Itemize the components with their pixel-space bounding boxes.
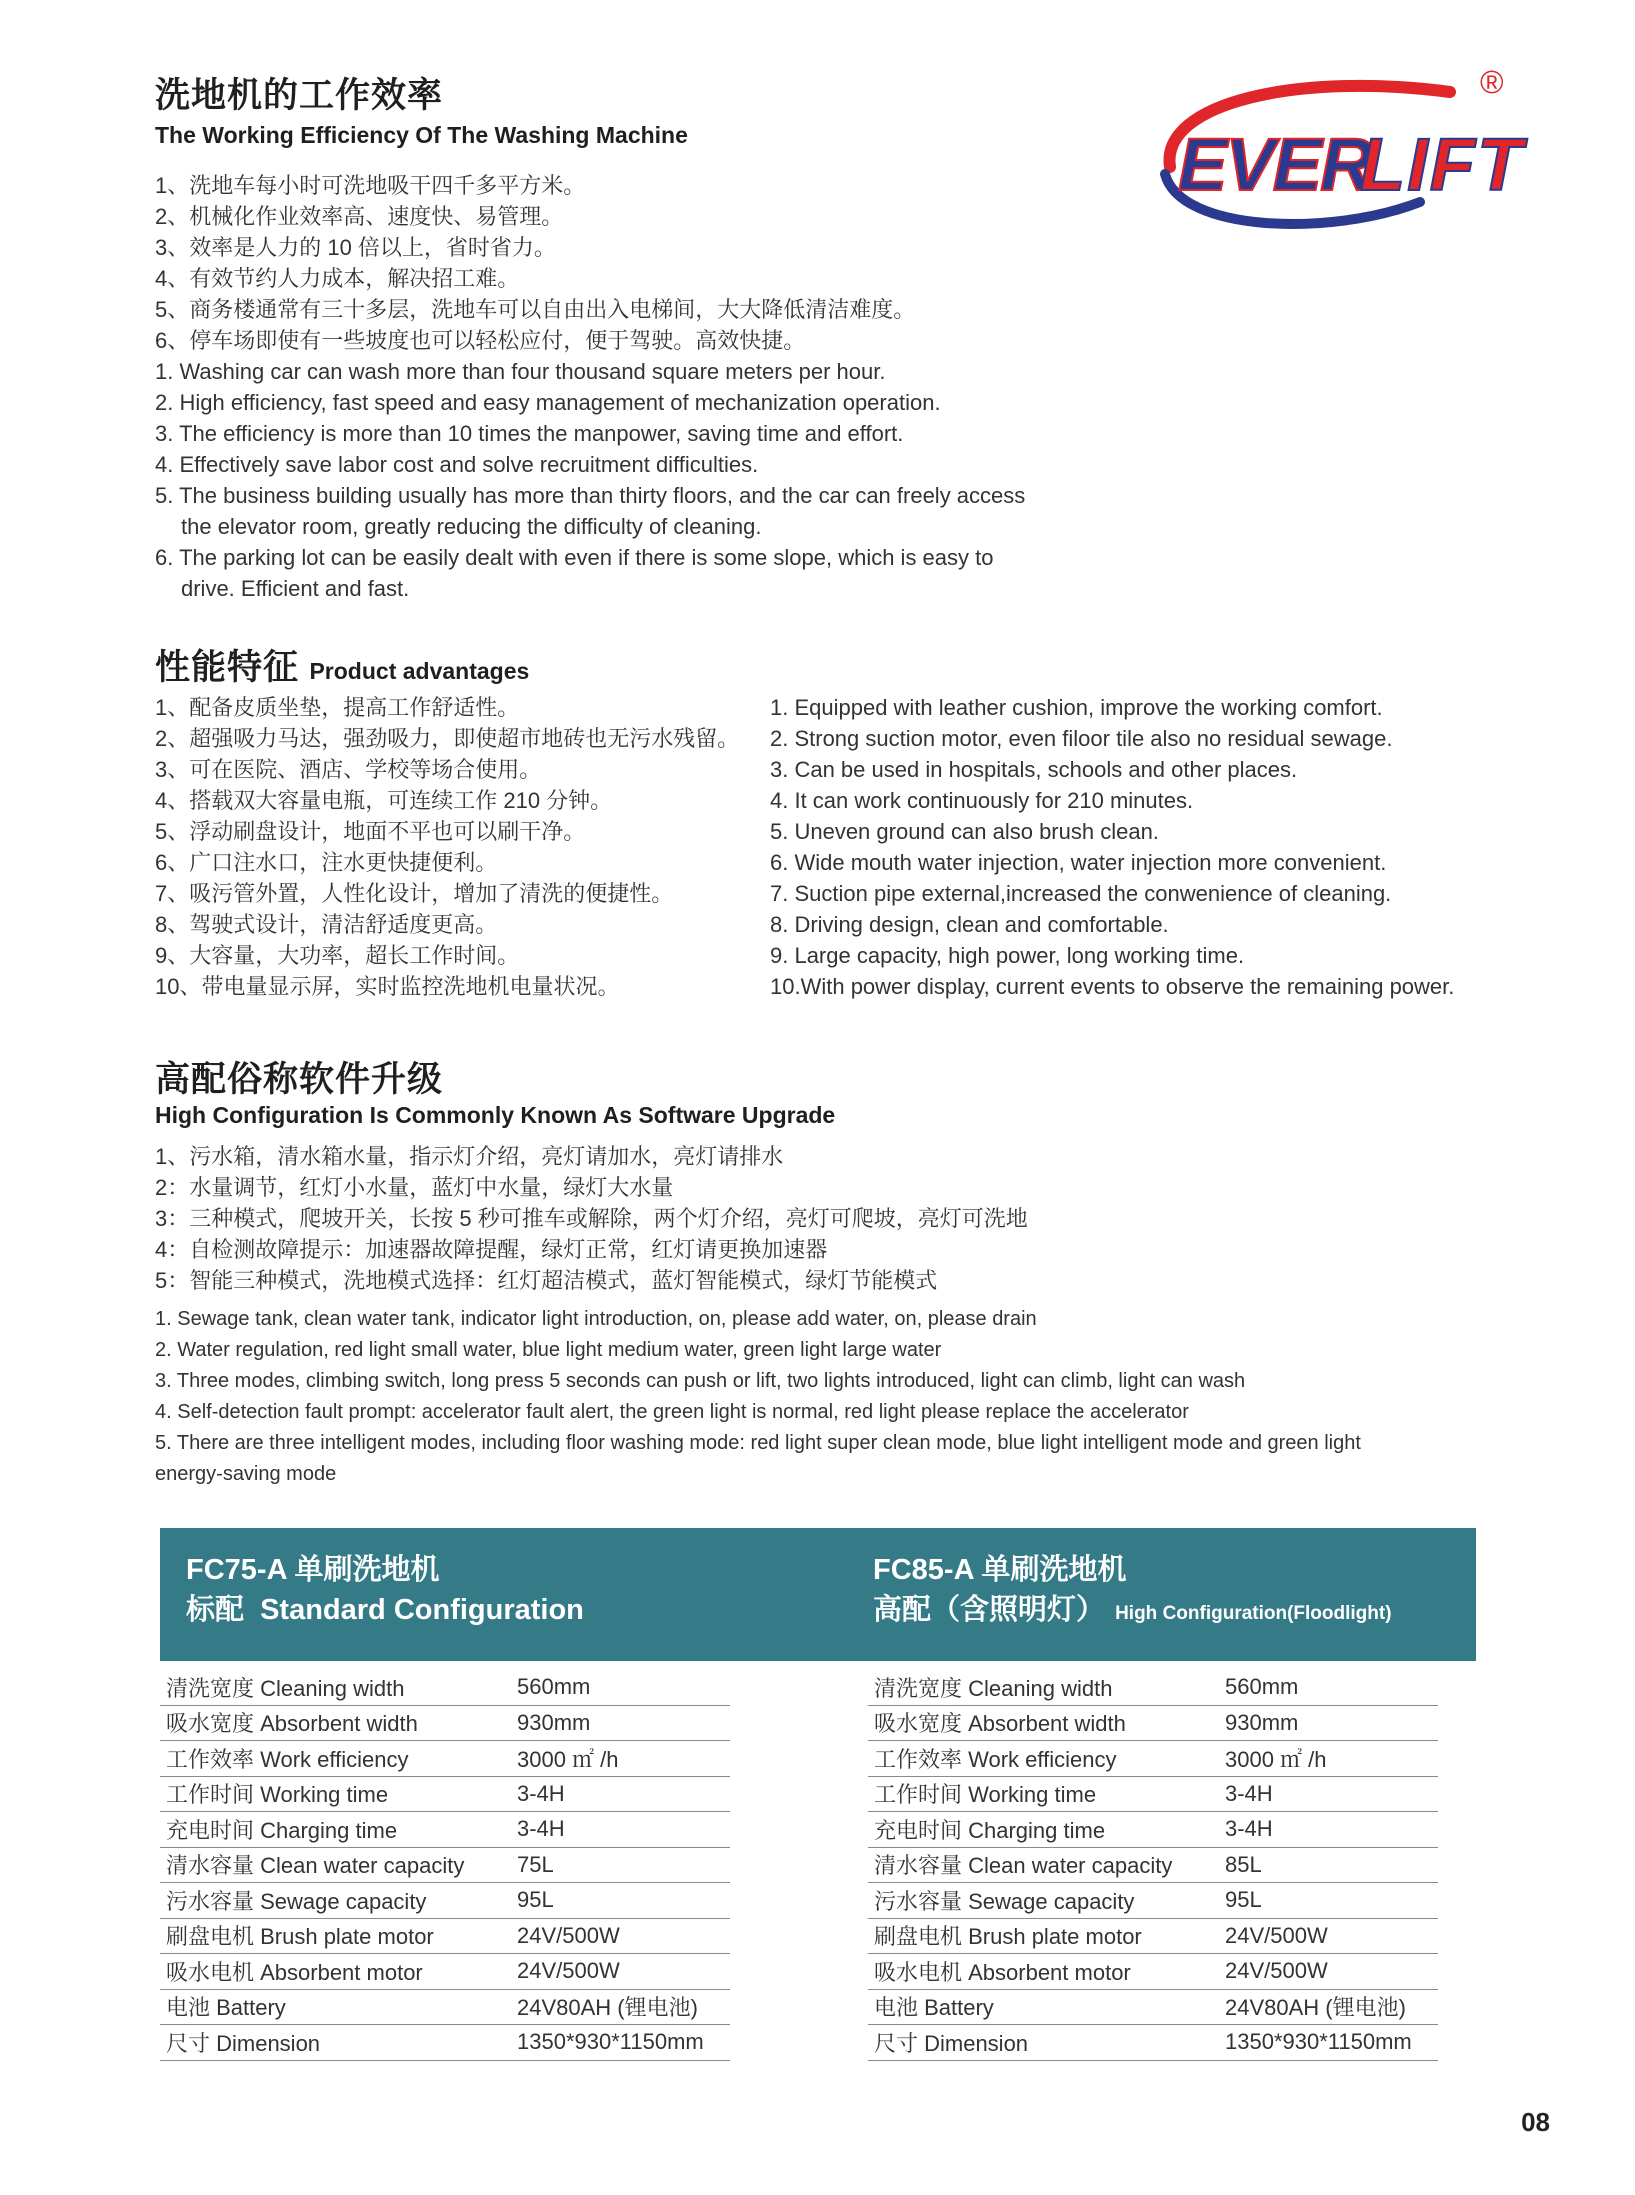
list-item: 1. Washing car can wash more than four thousand square meters per hour. (155, 359, 886, 384)
list-item: drive. Efficient and fast. (181, 576, 410, 601)
spec-value: 95L (1219, 1883, 1438, 1919)
section1-title-en: The Working Efficiency Of The Washing Machine (155, 122, 688, 148)
table-row (160, 1741, 730, 1777)
list-item: 6. Wide mouth water injection, water injection more convenient. (770, 850, 1387, 875)
list-item: 4. It can work continuously for 210 minutes. (770, 788, 1194, 813)
table-row (868, 1883, 1438, 1919)
list-item: 9. Large capacity, high power, long working time. (770, 943, 1245, 968)
table-row (160, 1989, 730, 2025)
section2-list-cn (155, 692, 739, 1002)
list-item: 6. The parking lot can be easily dealt with even if there is some slope, which is easy to (155, 545, 994, 570)
spec-value: 930mm (1219, 1705, 1438, 1741)
spec-label: 污水容量 Sewage capacity (868, 1883, 1219, 1919)
spec-value: 3-4H (511, 1776, 730, 1812)
list-item: 5. Uneven ground can also brush clean. (770, 819, 1159, 844)
section3-title-cn: 高配俗称软件升级 (155, 1060, 444, 1099)
everlift-logo (1150, 62, 1530, 242)
list-item: 7、吸污管外置，人性化设计，增加了清洗的便捷性。 (155, 881, 674, 906)
banner-left (186, 1550, 584, 1630)
table-row (868, 1954, 1438, 1990)
table-row (160, 1670, 730, 1705)
list-item: 3. The efficiency is more than 10 times the manpower, saving time and effort. (155, 421, 904, 446)
section1-title-cn: 洗地机的工作效率 (155, 76, 444, 115)
spec-label: 清水容量 Clean water capacity (868, 1847, 1219, 1883)
spec-label: 工作效率 Work efficiency (160, 1741, 511, 1777)
list-item: 10、带电量显示屏，实时监控洗地机电量状况。 (155, 974, 620, 999)
spec-value: 24V/500W (511, 1918, 730, 1954)
list-item: 1、配备皮质坐垫，提高工作舒适性。 (155, 695, 520, 720)
spec-label: 尺寸 Dimension (160, 2025, 511, 2061)
list-item: 1. Sewage tank, clean water tank, indicator light introduction, on, please add water, on, please drain (155, 1308, 1037, 1330)
spec-value: 24V80AH (锂电池) (1219, 1989, 1438, 2025)
table-row (868, 1705, 1438, 1741)
list-item: 3：三种模式，爬坡开关，长按 5 秒可推车或解除，两个灯介绍，亮灯可爬坡，亮灯可洗地 (155, 1206, 1028, 1231)
section2-title-en: Product advantages (309, 658, 530, 684)
list-item: 3、效率是人力的 10 倍以上，省时省力。 (155, 235, 556, 260)
spec-label: 电池 Battery (868, 1989, 1219, 2025)
list-item: 2. Water regulation, red light small water, blue light medium water, green light large water (155, 1339, 942, 1361)
list-item: 3. Three modes, climbing switch, long press 5 seconds can push or lift, two lights introduced, light can climb, light can wash (155, 1370, 1246, 1392)
high-config-label (873, 1590, 1392, 1634)
spec-label: 工作效率 Work efficiency (868, 1741, 1219, 1777)
logo-mark-icon (1150, 62, 1530, 242)
spec-label: 吸水电机 Absorbent motor (160, 1954, 511, 1990)
spec-label: 吸水宽度 Absorbent width (160, 1705, 511, 1741)
spec-label: 刷盘电机 Brush plate motor (868, 1918, 1219, 1954)
section3-title-en: High Configuration Is Commonly Known As Software Upgrade (155, 1102, 836, 1128)
spec-value: 24V80AH (锂电池) (511, 1989, 730, 2025)
table-row (868, 1741, 1438, 1777)
spec-value: 3-4H (1219, 1812, 1438, 1848)
spec-label: 工作时间 Working time (160, 1776, 511, 1812)
spec-label: 吸水宽度 Absorbent width (868, 1705, 1219, 1741)
table-row (868, 2025, 1438, 2061)
table-row (160, 1812, 730, 1848)
table-row (868, 1776, 1438, 1812)
section2-list-en (770, 692, 1454, 1002)
section2-title-cn: 性能特征 (155, 648, 300, 687)
section1-list (155, 170, 1025, 604)
model-fc75-title: FC75-A 单刷洗地机 (186, 1554, 440, 1586)
spec-value: 930mm (511, 1705, 730, 1741)
spec-label: 电池 Battery (160, 1989, 511, 2025)
table-row (160, 1776, 730, 1812)
list-item: 5、浮动刷盘设计，地面不平也可以刷干净。 (155, 819, 586, 844)
spec-value: 24V/500W (1219, 1954, 1438, 1990)
list-item: 4、搭载双大容量电瓶，可连续工作 210 分钟。 (155, 788, 613, 813)
spec-value: 3000 ㎡ /h (511, 1741, 730, 1777)
table-row (868, 1670, 1438, 1705)
spec-label: 尺寸 Dimension (868, 2025, 1219, 2061)
list-item: 4：自检测故障提示：加速器故障提醒，绿灯正常，红灯请更换加速器 (155, 1237, 828, 1262)
list-item: 1、污水箱，清水箱水量，指示灯介绍，亮灯请加水，亮灯请排水 (155, 1144, 784, 1169)
table-row (160, 1705, 730, 1741)
spec-value: 1350*930*1150mm (1219, 2025, 1438, 2061)
list-item: 1. Equipped with leather cushion, improve the working comfort. (770, 695, 1383, 720)
section3-list-cn (155, 1141, 1028, 1296)
spec-value: 24V/500W (1219, 1918, 1438, 1954)
spec-value: 560mm (1219, 1670, 1438, 1705)
svg-text:EVER: EVER (1178, 123, 1372, 206)
standard-config-label (186, 1590, 584, 1630)
spec-value: 95L (511, 1883, 730, 1919)
list-item: 9、大容量，大功率，超长工作时间。 (155, 943, 520, 968)
config-en: High Configuration(Floodlight) (1115, 1603, 1392, 1624)
list-item: 5、商务楼通常有三十多层，洗地车可以自由出入电梯间，大大降低清洁难度。 (155, 297, 916, 322)
section3-list-en (155, 1304, 1361, 1490)
banner-right (873, 1550, 1392, 1634)
list-item: the elevator room, greatly reducing the difficulty of cleaning. (181, 514, 762, 539)
spec-value: 3000 ㎡ /h (1219, 1741, 1438, 1777)
table-row (160, 2025, 730, 2061)
table-row (160, 1918, 730, 1954)
list-item: 2、超强吸力马达，强劲吸力，即使超市地砖也无污水残留。 (155, 726, 740, 751)
spec-value: 75L (511, 1847, 730, 1883)
list-item: 3. Can be used in hospitals, schools and other places. (770, 757, 1298, 782)
list-item: 2、机械化作业效率高、速度快、易管理。 (155, 204, 564, 229)
list-item: 2. Strong suction motor, even filoor tile also no residual sewage. (770, 726, 1393, 751)
spec-value: 3-4H (511, 1812, 730, 1848)
spec-label: 吸水电机 Absorbent motor (868, 1954, 1219, 1990)
spec-label: 污水容量 Sewage capacity (160, 1883, 511, 1919)
list-item: 6、广口注水口，注水更快捷便利。 (155, 850, 498, 875)
list-item: energy-saving mode (155, 1463, 337, 1485)
list-item: 4. Self-detection fault prompt: accelerator fault alert, the green light is normal, red light please replace the accelerator (155, 1401, 1189, 1423)
config-en: Standard Configuration (260, 1594, 584, 1626)
page-number: 08 (1521, 2107, 1550, 2137)
table-row (160, 1883, 730, 1919)
table-row (160, 1847, 730, 1883)
list-item: 3、可在医院、酒店、学校等场合使用。 (155, 757, 542, 782)
list-item: 2：水量调节，红灯小水量，蓝灯中水量，绿灯大水量 (155, 1175, 674, 1200)
list-item: 5. There are three intelligent modes, including floor washing mode: red light super clean mode, blue light intelligent mode and green light (155, 1432, 1361, 1454)
list-item: 5. The business building usually has more than thirty floors, and the car can freely access (155, 483, 1026, 508)
list-item: 4、有效节约人力成本，解决招工难。 (155, 266, 520, 291)
list-item: 5：智能三种模式，洗地模式选择：红灯超洁模式，蓝灯智能模式，绿灯节能模式 (155, 1268, 938, 1293)
list-item: 6、停车场即使有一些坡度也可以轻松应付，便于驾驶。高效快捷。 (155, 328, 806, 353)
section2-title (155, 640, 529, 690)
spec-value: 560mm (511, 1670, 730, 1705)
table-row (868, 1989, 1438, 2025)
table-row (868, 1847, 1438, 1883)
table-row (868, 1918, 1438, 1954)
spec-value: 1350*930*1150mm (511, 2025, 730, 2061)
spec-label: 清洗宽度 Cleaning width (868, 1670, 1219, 1705)
list-item: 1、洗地车每小时可洗地吸干四千多平方米。 (155, 173, 586, 198)
spec-label: 充电时间 Charging time (160, 1812, 511, 1848)
spec-label: 充电时间 Charging time (868, 1812, 1219, 1848)
list-item: 8、驾驶式设计，清洁舒适度更高。 (155, 912, 498, 937)
config-banner (160, 1528, 1476, 1661)
list-item: 4. Effectively save labor cost and solve recruitment difficulties. (155, 452, 759, 477)
spec-label: 清洗宽度 Cleaning width (160, 1670, 511, 1705)
list-item: 10.With power display, current events to observe the remaining power. (770, 974, 1455, 999)
spec-label: 工作时间 Working time (868, 1776, 1219, 1812)
list-item: 7. Suction pipe external,increased the conwenience of cleaning. (770, 881, 1392, 906)
table-row (868, 1812, 1438, 1848)
spec-table-fc75 (160, 1670, 730, 2061)
config-cn: 标配 (186, 1594, 245, 1626)
spec-value: 3-4H (1219, 1776, 1438, 1812)
model-fc85-title: FC85-A 单刷洗地机 (873, 1554, 1127, 1586)
list-item: 2. High efficiency, fast speed and easy management of mechanization operation. (155, 390, 941, 415)
table-row (160, 1954, 730, 1990)
spec-value: 85L (1219, 1847, 1438, 1883)
spec-label: 刷盘电机 Brush plate motor (160, 1918, 511, 1954)
spec-value: 24V/500W (511, 1954, 730, 1990)
spec-table-fc85 (868, 1670, 1438, 2061)
list-item: 8. Driving design, clean and comfortable. (770, 912, 1169, 937)
config-cn: 高配（含照明灯） (873, 1594, 1106, 1626)
svg-text:LIFT: LIFT (1360, 123, 1525, 206)
spec-label: 清水容量 Clean water capacity (160, 1847, 511, 1883)
registered-mark: ® (1480, 64, 1504, 100)
